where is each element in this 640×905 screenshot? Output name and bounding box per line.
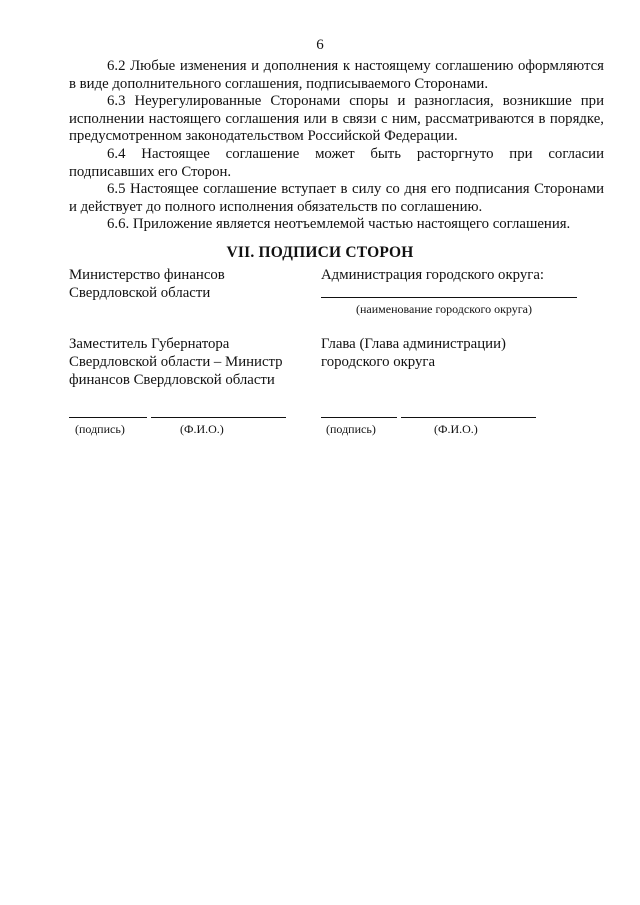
clause-6-6: 6.6. Приложение является неотъемлемой частью настоящего соглашения. — [107, 216, 571, 233]
right-org-line-1: Администрация городского округа: — [321, 267, 544, 283]
page-number: 6 — [316, 37, 324, 53]
clause-6-5: 6.5 Настоящее соглашение вступает в силу со дня его подписания Сторонами и действует до полного исполнения обязательств по соглашению. — [69, 181, 604, 215]
left-position-line-3: финансов Свердловской области — [69, 372, 275, 388]
right-org-name-line[interactable] — [321, 297, 577, 298]
right-org-caption: (наименование городского округа) — [356, 302, 532, 316]
right-signature-line[interactable] — [321, 417, 397, 418]
section-heading: VII. ПОДПИСИ СТОРОН — [226, 244, 414, 261]
left-name-line[interactable] — [151, 417, 286, 418]
right-org-name — [321, 266, 591, 284]
left-position-line-2: Свердловской области – Министр — [69, 354, 283, 370]
right-position-line-2: городского округа — [321, 354, 436, 370]
right-name-line[interactable] — [401, 417, 536, 418]
agreement-clauses — [69, 58, 604, 234]
clause-6-3: 6.3 Неурегулированные Сторонами споры и разногласия, возникшие при исполнении настоящего соглашения или в связи с ним, рассматриваются в порядке, предусмотренном законодательством Российской Федерации. — [69, 93, 604, 145]
right-signer-position — [321, 335, 591, 371]
right-signature-caption: (подпись) — [326, 422, 376, 436]
clause-6-4: 6.4 Настоящее соглашение может быть расторгнуто при согласии подписавших его Сторон. — [69, 145, 604, 180]
clause-6-2: 6.2 Любые изменения и дополнения к настоящему соглашению оформляются в виде дополнительного соглашения, подписываемого Сторонами. — [69, 58, 604, 92]
left-name-caption: (Ф.И.О.) — [180, 422, 224, 436]
right-position-line-1: Глава (Глава администрации) — [321, 336, 506, 352]
left-signature-line[interactable] — [69, 417, 147, 418]
right-name-caption: (Ф.И.О.) — [434, 422, 478, 436]
left-org-line-1: Министерство финансов — [69, 267, 225, 283]
left-position-line-1: Заместитель Губернатора — [69, 336, 230, 352]
left-signer-position — [69, 335, 299, 389]
left-org-name — [69, 266, 299, 302]
left-signature-caption: (подпись) — [75, 422, 125, 436]
left-org-line-2: Свердловской области — [69, 285, 211, 301]
